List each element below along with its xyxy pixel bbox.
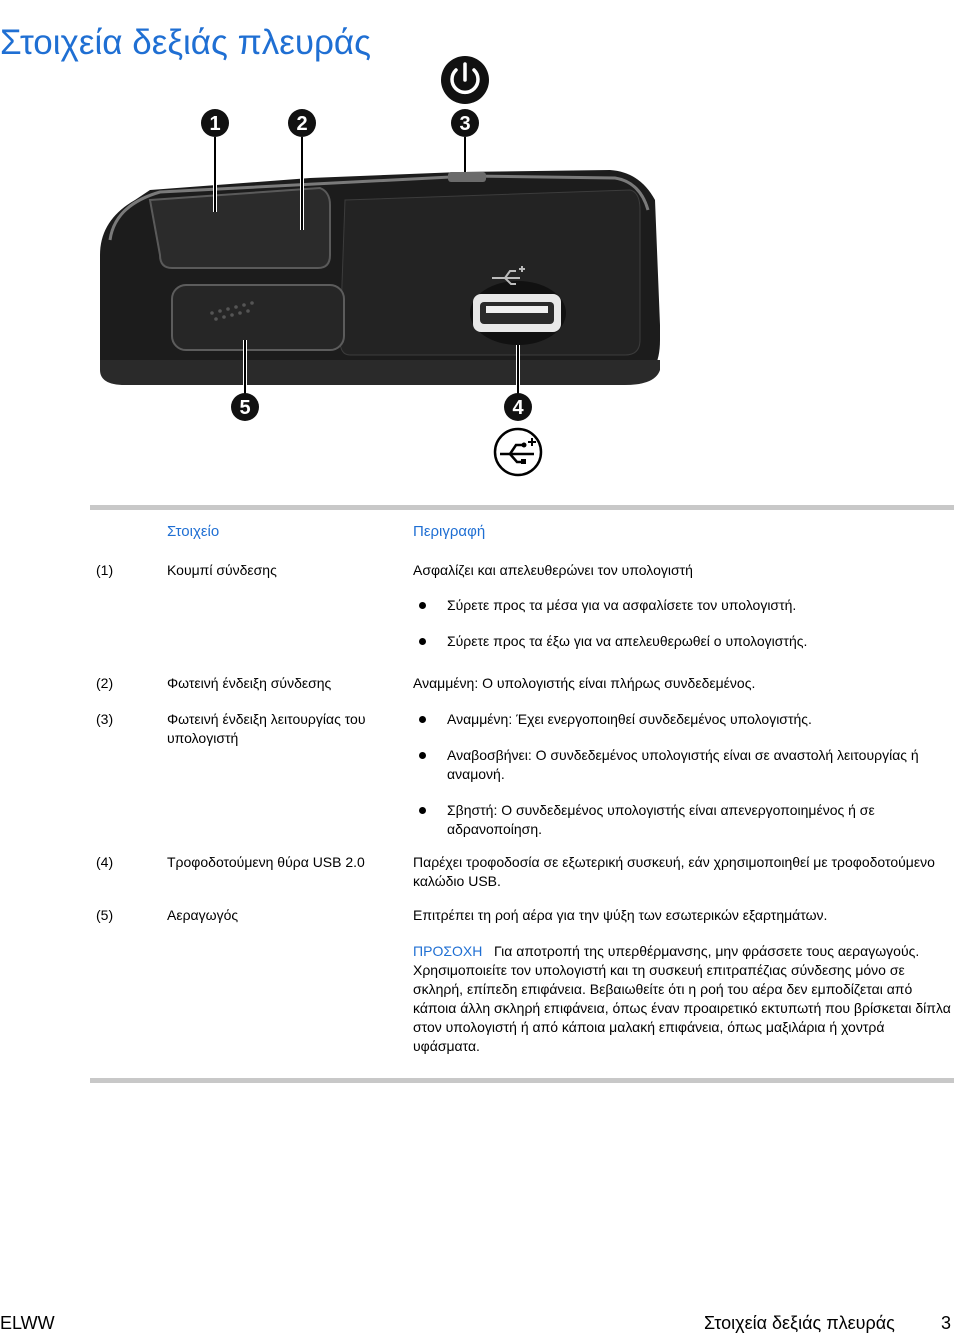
callout-5: 5 [239, 397, 251, 419]
list-item: Αναβοσβήνει: Ο συνδεδεμένος υπολογιστής είναι σε αναστολή λειτουργίας ή αναμονή. [413, 746, 953, 784]
row-description: Αναμμένη: Ο υπολογιστής είναι πλήρως συνδεδεμένος. [413, 675, 756, 691]
row-name: Αεραγωγός [167, 907, 239, 923]
bullet-icon [419, 602, 426, 609]
table-row [90, 850, 954, 906]
list-item: Σβηστή: Ο συνδεδεμένος υπολογιστής είναι απενεργοποιημένος ή σε αδρανοποίηση. [413, 801, 953, 839]
callout-2: 2 [296, 113, 308, 135]
bullet-icon [419, 638, 426, 645]
row-name: Τροφοδοτούμενη θύρα USB 2.0 [167, 854, 365, 870]
header-description: Περιγραφή [413, 523, 486, 540]
list-item: Σύρετε προς τα μέσα για να ασφαλίσετε τον υπολογιστή. [413, 596, 953, 615]
row-name: Κουμπί σύνδεσης [167, 562, 277, 578]
callout-1: 1 [209, 113, 221, 135]
bullet-icon [419, 752, 426, 759]
caution-text: Για αποτροπή της υπερθέρμανσης, μην φράσσετε τους αεραγωγούς. Χρησιμοποιείτε τον υπολογιστή και τη συσκευή επιτραπέζιας σύνδεσης μόνο σε σκληρή, επίπεδη επιφάνεια. Βεβαιωθείτε ότι η ροή του αέρα δεν εμποδίζεται από κάποια άλλη σκληρή επιφάνεια, όπως έναν προαιρετικό εκτυπωτή που βρίσκεται δίπλα στον υπολογιστή ή από κάποια μαλακή επιφάνεια, όπως μαξιλάρια ή χοντρά υφάσματα. [413, 943, 951, 1054]
row-name: Φωτεινή ένδειξη σύνδεσης [167, 675, 332, 691]
row-name: Φωτεινή ένδειξη λειτουργίας του υπολογιστή [167, 711, 366, 746]
row-number: (1) [96, 562, 114, 578]
list-item: Αναμμένη: Έχει ενεργοποιηθεί συνδεδεμένος υπολογιστής. [413, 710, 953, 729]
table-row [90, 704, 954, 850]
caution-label: ΠΡΟΣΟΧΗ [413, 943, 483, 959]
caution-note [413, 942, 953, 1056]
bullet-icon [419, 716, 426, 723]
callout-4: 4 [512, 397, 524, 419]
footer-left: ELWW [0, 1313, 55, 1333]
table-bottom-rule [90, 1078, 954, 1083]
row-description: Παρέχει τροφοδοσία σε εξωτερική συσκευή, εάν χρησιμοποιηθεί με τροφοδοτούμενο καλώδιο USB. [413, 854, 935, 889]
right-side-figure [0, 40, 960, 490]
callout-3: 3 [459, 113, 471, 135]
page-number: 3 [941, 1313, 952, 1333]
power-icon [441, 56, 489, 104]
row-number: (3) [96, 711, 114, 727]
page-title: Στοιχεία δεξιάς πλευράς [0, 23, 372, 63]
footer-section: Στοιχεία δεξιάς πλευράς [704, 1313, 895, 1333]
row-description: Επιτρέπει τη ροή αέρα για την ψύξη των εσωτερικών εξαρτημάτων. [413, 907, 828, 923]
row-description: Ασφαλίζει και απελευθερώνει τον υπολογιστή [413, 562, 693, 578]
usb-icon [495, 429, 541, 475]
table-row [90, 906, 954, 1078]
components-table [90, 505, 954, 1083]
table-row [90, 668, 954, 704]
bullet-icon [419, 807, 426, 814]
row-number: (4) [96, 854, 114, 870]
table-row [90, 554, 954, 668]
list-item: Σύρετε προς τα έξω για να απελευθερωθεί ο υπολογιστής. [413, 632, 953, 651]
row-number: (2) [96, 675, 114, 691]
table-header [90, 510, 954, 554]
row-number: (5) [96, 907, 114, 923]
header-component: Στοιχείο [167, 523, 220, 540]
